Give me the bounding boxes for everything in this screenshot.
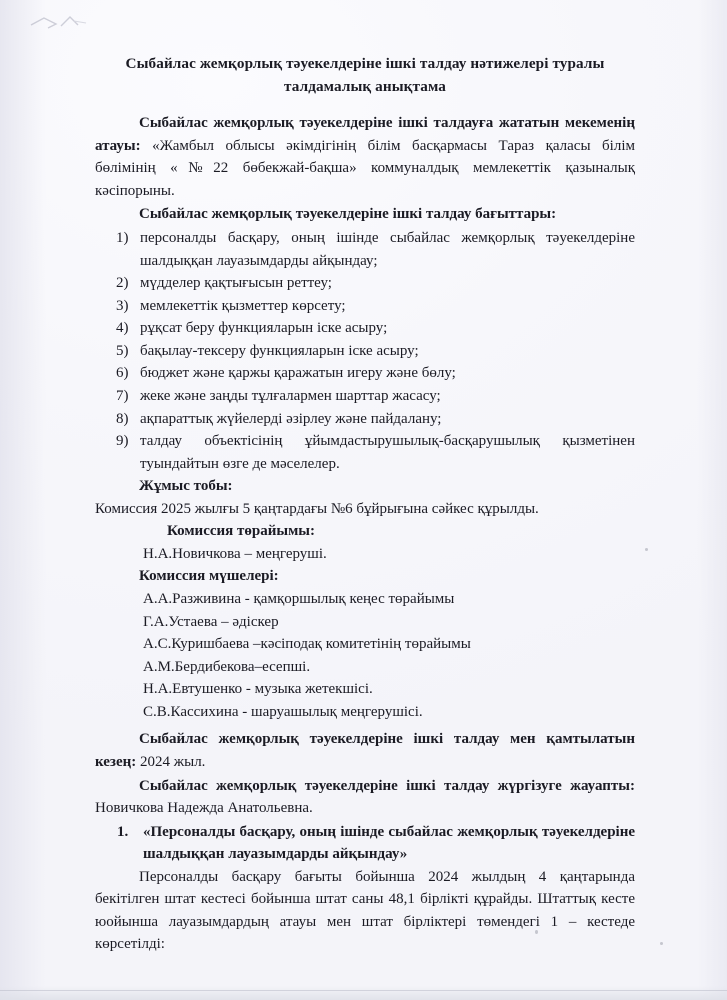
list-item: Н.А.Евтушенко - музыка жетекшісі.	[143, 681, 373, 698]
list-item-text: бақылау-тексеру функцияларын іске асыру;	[140, 342, 419, 359]
page-title-line-1: Сыбайлас жемқорлық тәуекелдеріне ішкі талдау нәтижелері туралы	[125, 55, 605, 72]
responsible-person-label: Сыбайлас жемқорлық тәуекелдеріне ішкі талдау жүргізуге жауапты:	[139, 777, 635, 794]
list-item-text: бюджет және қаржы қаражатын игеру және бөлу;	[140, 365, 456, 382]
institution-name-value: «Жамбыл облысы әкімдігінің білім басқармасы Тараз қаласы білім бөлімінің «№22 бөбекжай-бақша» коммуналдық мемлекеттік қазыналық кәсіпорыны.	[95, 137, 635, 199]
analysis-period-paragraph	[95, 728, 635, 773]
commission-members-list	[95, 588, 635, 723]
section-one-heading-text: «Персоналды басқару, оның ішінде сыбайлас жемқорлық тәуекелдеріне шалдыққан лауазымдарды айқындау»	[143, 823, 635, 863]
scan-speck-icon	[660, 942, 663, 945]
list-item: А.С.Куришбаева –кәсіподақ комитетінің төрайымы	[143, 636, 471, 653]
list-item	[95, 317, 635, 340]
list-item	[95, 272, 635, 295]
document-text-body	[95, 52, 635, 957]
analysis-period-label: Сыбайлас жемқорлық тәуекелдеріне ішкі талдау мен қамтылатын кезең:	[95, 731, 635, 770]
list-item	[95, 385, 635, 408]
page-title	[95, 52, 635, 98]
directions-heading	[95, 203, 635, 226]
responsible-person-paragraph	[95, 775, 635, 820]
scan-artifact-icon	[28, 12, 90, 34]
closing-paragraph: Персоналды басқару бағыты бойынша 2024 жылдың 4 қаңтарында бекітілген штат кестесі бойынша штат саны 48,1 бірлікті құрайды. Штаттық кесте юойынша лауазымдардың атауы мен штат бірліктері төмендегі 1 – кестеде көрсетілді:	[95, 868, 635, 953]
institution-name-paragraph	[95, 112, 635, 202]
scan-speck-icon	[645, 548, 648, 551]
list-item	[95, 430, 635, 475]
list-item-text: мүдделер қақтығысын реттеу;	[140, 275, 332, 292]
commission-chair-name: Н.А.Новичкова – меңгеруші.	[143, 545, 327, 562]
list-item	[95, 295, 635, 318]
list-item-text: ақпараттық жүйелерді әзірлеу және пайдалану;	[140, 410, 442, 427]
list-item: А.А.Разживина - қамқоршылық кеңес төрайымы	[143, 591, 455, 607]
list-item: Г.А.Устаева – әдіскер	[143, 613, 279, 630]
list-item-text: мемлекеттік қызметтер көрсету;	[140, 297, 346, 314]
list-item-text: талдау объектісінің ұйымдастырушылық-басқарушылық қызметінен туындайтын өзге де мәселелер.	[140, 433, 635, 472]
responsible-person-value: Новичкова Надежда Анатольевна.	[95, 800, 313, 817]
section-one-number: 1.	[117, 823, 129, 840]
page-title-line-2: талдамалық анықтама	[284, 78, 446, 96]
list-item-text: жеке және заңды тұлғалармен шарттар жасасу;	[140, 387, 441, 404]
list-item	[95, 227, 635, 272]
list-item	[95, 408, 635, 431]
commission-members-heading: Комиссия мүшелері:	[139, 568, 279, 585]
directions-list	[95, 227, 635, 475]
scan-shadow-left	[0, 0, 46, 1000]
list-item: А.М.Бердибекова–есепші.	[143, 658, 311, 675]
scan-paper-edge-line	[0, 990, 727, 991]
list-item	[95, 340, 635, 363]
working-group-order-line: Комиссия 2025 жылғы 5 қаңтардағы №6 бұйрығына сәйкес құрылды.	[95, 500, 539, 517]
institution-name-label: Сыбайлас жемқорлық тәуекелдеріне ішкі талдауға жататын мекеменің атауы:	[95, 115, 635, 154]
list-item: С.В.Кассихина - шаруашылық меңгерушісі.	[143, 703, 423, 720]
list-item	[95, 362, 635, 385]
analysis-period-value: 2024 жыл.	[136, 753, 206, 770]
scan-shadow-bottom	[0, 986, 727, 1000]
scan-shadow-right	[697, 0, 727, 1000]
list-item-text: рұқсат беру функцияларын іске асыру;	[140, 320, 388, 337]
directions-heading-text: Сыбайлас жемқорлық тәуекелдеріне ішкі талдау бағыттары:	[139, 206, 557, 223]
commission-chair-heading: Комиссия төрайымы:	[167, 523, 316, 540]
working-group-heading: Жұмыс тобы:	[139, 478, 233, 495]
section-one-heading	[95, 821, 635, 866]
list-item-text: персоналды басқару, оның ішінде сыбайлас жемқорлық тәуекелдеріне шалдыққан лауазымдарды айқындау;	[140, 230, 635, 269]
